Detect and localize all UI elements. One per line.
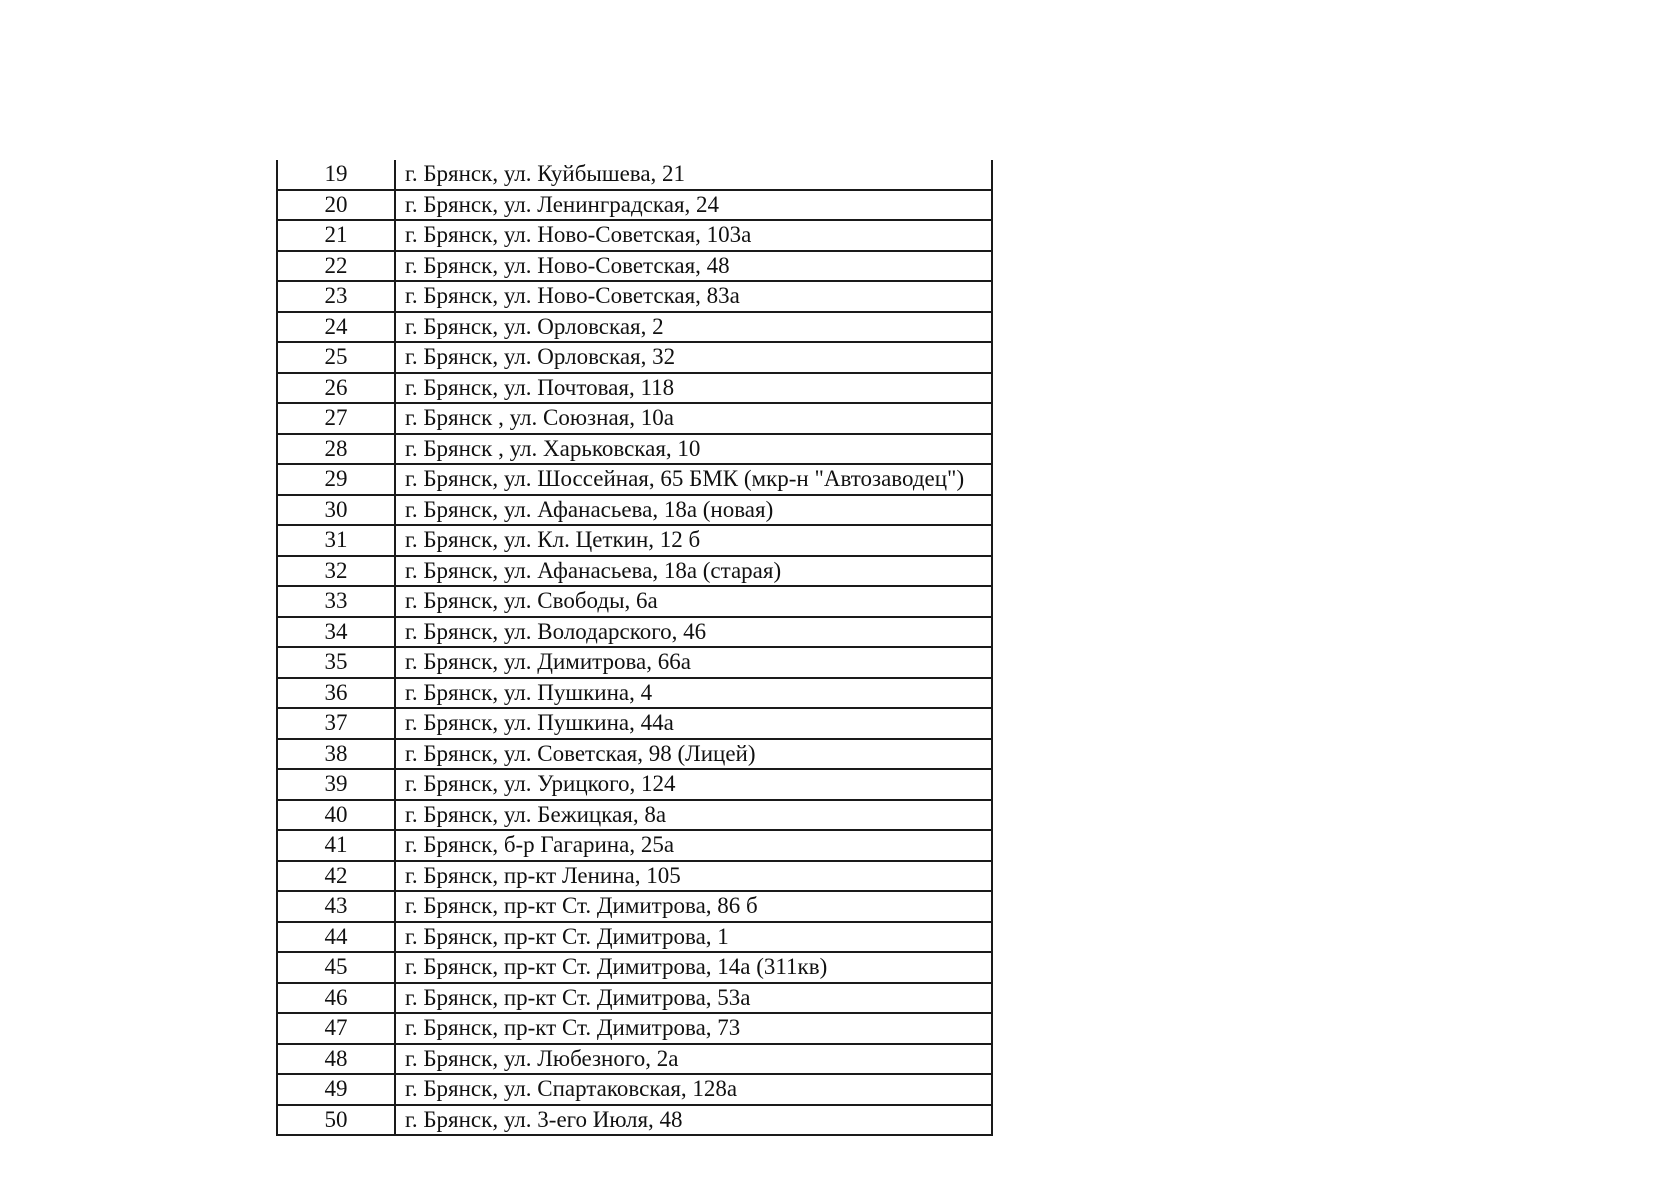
row-number: 27 bbox=[277, 403, 395, 434]
row-number: 28 bbox=[277, 434, 395, 465]
address-table bbox=[276, 160, 993, 1136]
row-address: г. Брянск, ул. Спартаковская, 128а bbox=[395, 1074, 992, 1105]
row-number: 19 bbox=[277, 160, 395, 190]
table-row bbox=[277, 220, 992, 251]
table-row bbox=[277, 769, 992, 800]
table-row bbox=[277, 891, 992, 922]
row-number: 46 bbox=[277, 983, 395, 1014]
table-row bbox=[277, 1074, 992, 1105]
row-address: г. Брянск, пр-кт Ст. Димитрова, 14а (311кв) bbox=[395, 952, 992, 983]
row-address: г. Брянск, ул. Почтовая, 118 bbox=[395, 373, 992, 404]
table-row bbox=[277, 617, 992, 648]
table-row bbox=[277, 403, 992, 434]
row-number: 50 bbox=[277, 1105, 395, 1136]
row-address: г. Брянск, ул. Куйбышева, 21 bbox=[395, 160, 992, 190]
row-address: г. Брянск, ул. 3-его Июля, 48 bbox=[395, 1105, 992, 1136]
row-address: г. Брянск, б-р Гагарина, 25а bbox=[395, 830, 992, 861]
table-row bbox=[277, 312, 992, 343]
row-number: 35 bbox=[277, 647, 395, 678]
table-row bbox=[277, 373, 992, 404]
row-number: 43 bbox=[277, 891, 395, 922]
row-address: г. Брянск, пр-кт Ст. Димитрова, 1 bbox=[395, 922, 992, 953]
row-number: 26 bbox=[277, 373, 395, 404]
row-address: г. Брянск, ул. Бежицкая, 8а bbox=[395, 800, 992, 831]
table-row bbox=[277, 464, 992, 495]
row-address: г. Брянск, ул. Димитрова, 66а bbox=[395, 647, 992, 678]
table-row bbox=[277, 434, 992, 465]
table-row bbox=[277, 922, 992, 953]
table-row bbox=[277, 1044, 992, 1075]
row-address: г. Брянск, ул. Урицкого, 124 bbox=[395, 769, 992, 800]
row-number: 41 bbox=[277, 830, 395, 861]
row-address: г. Брянск, пр-кт Ст. Димитрова, 53а bbox=[395, 983, 992, 1014]
table-row bbox=[277, 861, 992, 892]
table-row bbox=[277, 800, 992, 831]
table-row bbox=[277, 678, 992, 709]
table-row bbox=[277, 160, 992, 190]
row-number: 31 bbox=[277, 525, 395, 556]
row-number: 30 bbox=[277, 495, 395, 526]
address-table-body bbox=[277, 160, 992, 1135]
table-row bbox=[277, 1105, 992, 1136]
row-address: г. Брянск, ул. Шоссейная, 65 БМК (мкр-н "Автозаводец") bbox=[395, 464, 992, 495]
row-address: г. Брянск, ул. Ново-Советская, 48 bbox=[395, 251, 992, 282]
row-number: 38 bbox=[277, 739, 395, 770]
table-row bbox=[277, 281, 992, 312]
row-address: г. Брянск, пр-кт Ст. Димитрова, 73 bbox=[395, 1013, 992, 1044]
row-number: 34 bbox=[277, 617, 395, 648]
row-number: 48 bbox=[277, 1044, 395, 1075]
row-address: г. Брянск, ул. Свободы, 6а bbox=[395, 586, 992, 617]
row-number: 47 bbox=[277, 1013, 395, 1044]
row-number: 24 bbox=[277, 312, 395, 343]
row-address: г. Брянск, ул. Любезного, 2а bbox=[395, 1044, 992, 1075]
row-number: 44 bbox=[277, 922, 395, 953]
row-address: г. Брянск, ул. Афанасьева, 18а (новая) bbox=[395, 495, 992, 526]
row-address: г. Брянск, ул. Кл. Цеткин, 12 б bbox=[395, 525, 992, 556]
row-address: г. Брянск , ул. Союзная, 10а bbox=[395, 403, 992, 434]
table-row bbox=[277, 739, 992, 770]
row-number: 45 bbox=[277, 952, 395, 983]
table-row bbox=[277, 983, 992, 1014]
table-row bbox=[277, 556, 992, 587]
row-address: г. Брянск, ул. Афанасьева, 18а (старая) bbox=[395, 556, 992, 587]
row-number: 20 bbox=[277, 190, 395, 221]
row-address: г. Брянск, ул. Ленинградская, 24 bbox=[395, 190, 992, 221]
table-row bbox=[277, 525, 992, 556]
table-row bbox=[277, 190, 992, 221]
row-address: г. Брянск, ул. Пушкина, 4 bbox=[395, 678, 992, 709]
row-number: 33 bbox=[277, 586, 395, 617]
table-row bbox=[277, 495, 992, 526]
row-number: 36 bbox=[277, 678, 395, 709]
row-address: г. Брянск, ул. Ново-Советская, 83а bbox=[395, 281, 992, 312]
row-number: 40 bbox=[277, 800, 395, 831]
row-address: г. Брянск, ул. Орловская, 32 bbox=[395, 342, 992, 373]
row-number: 21 bbox=[277, 220, 395, 251]
table-row bbox=[277, 251, 992, 282]
row-number: 29 bbox=[277, 464, 395, 495]
table-row bbox=[277, 830, 992, 861]
table-row bbox=[277, 1013, 992, 1044]
table-row bbox=[277, 647, 992, 678]
row-number: 22 bbox=[277, 251, 395, 282]
row-address: г. Брянск, пр-кт Ленина, 105 bbox=[395, 861, 992, 892]
row-address: г. Брянск, ул. Орловская, 2 bbox=[395, 312, 992, 343]
row-number: 23 bbox=[277, 281, 395, 312]
table-row bbox=[277, 952, 992, 983]
row-address: г. Брянск, ул. Советская, 98 (Лицей) bbox=[395, 739, 992, 770]
row-number: 42 bbox=[277, 861, 395, 892]
table-row bbox=[277, 708, 992, 739]
row-address: г. Брянск, ул. Ново-Советская, 103а bbox=[395, 220, 992, 251]
table-row bbox=[277, 586, 992, 617]
row-number: 39 bbox=[277, 769, 395, 800]
row-address: г. Брянск , ул. Харьковская, 10 bbox=[395, 434, 992, 465]
row-number: 49 bbox=[277, 1074, 395, 1105]
row-number: 25 bbox=[277, 342, 395, 373]
row-address: г. Брянск, ул. Пушкина, 44а bbox=[395, 708, 992, 739]
address-table-wrapper bbox=[276, 160, 993, 1136]
row-number: 32 bbox=[277, 556, 395, 587]
row-address: г. Брянск, пр-кт Ст. Димитрова, 86 б bbox=[395, 891, 992, 922]
table-row bbox=[277, 342, 992, 373]
row-number: 37 bbox=[277, 708, 395, 739]
row-address: г. Брянск, ул. Володарского, 46 bbox=[395, 617, 992, 648]
